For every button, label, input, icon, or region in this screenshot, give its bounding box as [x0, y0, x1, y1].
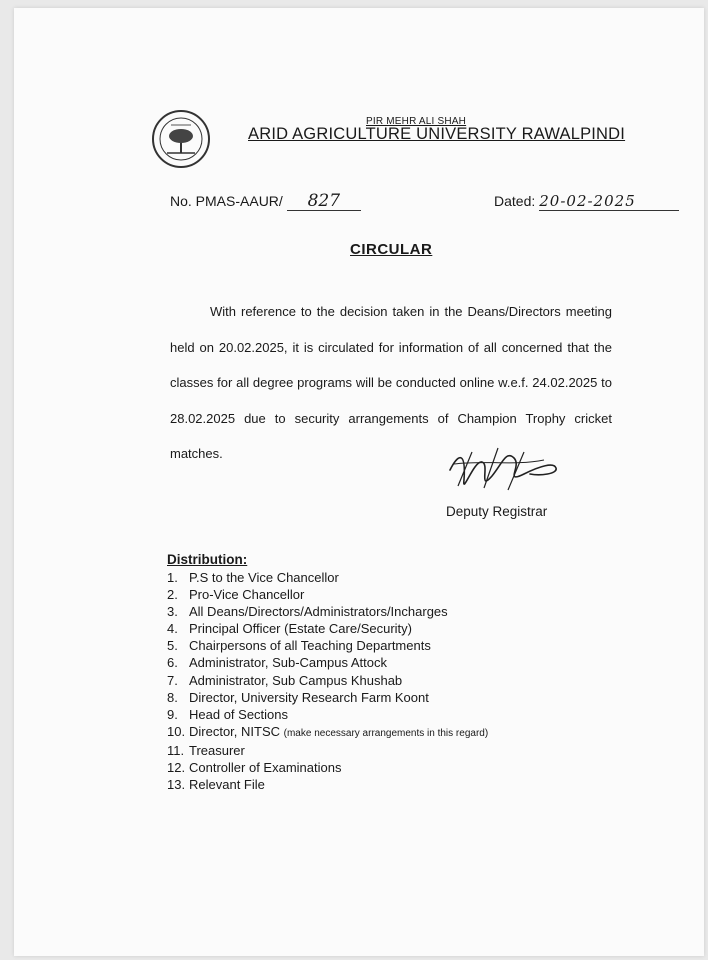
list-item-text: Pro-Vice Chancellor	[189, 587, 305, 603]
list-item	[167, 723, 488, 742]
distribution-list	[167, 569, 488, 793]
list-item	[167, 586, 488, 603]
dated-label: Dated:	[494, 193, 536, 209]
list-item-number: 7.	[167, 672, 178, 688]
list-item	[167, 654, 488, 671]
list-item	[167, 569, 488, 586]
list-item-number: 3.	[167, 604, 178, 620]
date-line	[494, 192, 679, 211]
list-item-note: (make necessary arrangements in this regard)	[283, 727, 489, 739]
university-name: ARID AGRICULTURE UNIVERSITY RAWALPINDI	[248, 125, 626, 143]
list-item-number: 9.	[167, 706, 178, 722]
list-item-text: Principal Officer (Estate Care/Security)	[189, 621, 412, 637]
list-item	[167, 620, 488, 637]
list-item-text: Controller of Examinations	[189, 760, 342, 776]
handwritten-reference-number: 827	[287, 192, 361, 211]
list-item-number: 12.	[167, 760, 186, 776]
list-item-text: All Deans/Directors/Administrators/Incharges	[189, 604, 448, 620]
list-item-number: 13.	[167, 777, 186, 793]
list-item-text: Relevant File	[189, 777, 265, 793]
list-item-text: Head of Sections	[189, 706, 289, 722]
list-item-number: 2.	[167, 587, 178, 603]
list-item	[167, 603, 488, 620]
list-item-text: Administrator, Sub Campus Khushab	[189, 672, 403, 688]
handwritten-date: 20-02-2025	[539, 192, 679, 211]
university-seal-icon	[151, 109, 211, 169]
list-item-number: 4.	[167, 621, 178, 637]
document-page	[14, 8, 704, 956]
list-item	[167, 689, 488, 706]
list-item	[167, 672, 488, 689]
list-item	[167, 637, 488, 654]
list-item-number: 6.	[167, 655, 178, 671]
list-item-number: 8.	[167, 689, 178, 705]
signatory-title: Deputy Registrar	[446, 504, 548, 519]
list-item-text: Director, NITSC	[189, 723, 281, 739]
list-item-text: Treasurer	[189, 742, 245, 758]
distribution-heading: Distribution:	[167, 552, 248, 567]
list-item	[167, 706, 488, 723]
list-item-text: Administrator, Sub-Campus Attock	[189, 655, 387, 671]
list-item	[167, 759, 488, 776]
signature-icon	[444, 440, 564, 504]
list-item-text: P.S to the Vice Chancellor	[189, 570, 339, 585]
reference-number	[170, 192, 361, 211]
circular-title: CIRCULAR	[350, 241, 433, 258]
list-item-text: Chairpersons of all Teaching Departments	[189, 638, 431, 654]
list-item-number: 5.	[167, 638, 178, 654]
list-item	[167, 776, 488, 793]
list-item	[167, 742, 488, 759]
list-item-number: 1.	[167, 570, 178, 585]
university-subtitle: PIR MEHR ALI SHAH	[366, 116, 467, 127]
reference-label: No. PMAS-AAUR/	[170, 193, 283, 209]
list-item-text: Director, University Research Farm Koont	[189, 689, 429, 705]
list-item-number: 10.	[167, 723, 186, 739]
circular-body: With reference to the decision taken in the Deans/Directors meeting held on 20.02.2025, it is circulated for information of all concerned that the classes for all degree programs will be conducted online w.e.f. 24.02.2025 to 28.02.2025 due to security arrangements of Champion Trophy cricket matches.	[170, 304, 612, 462]
list-item-number: 11.	[167, 742, 185, 758]
